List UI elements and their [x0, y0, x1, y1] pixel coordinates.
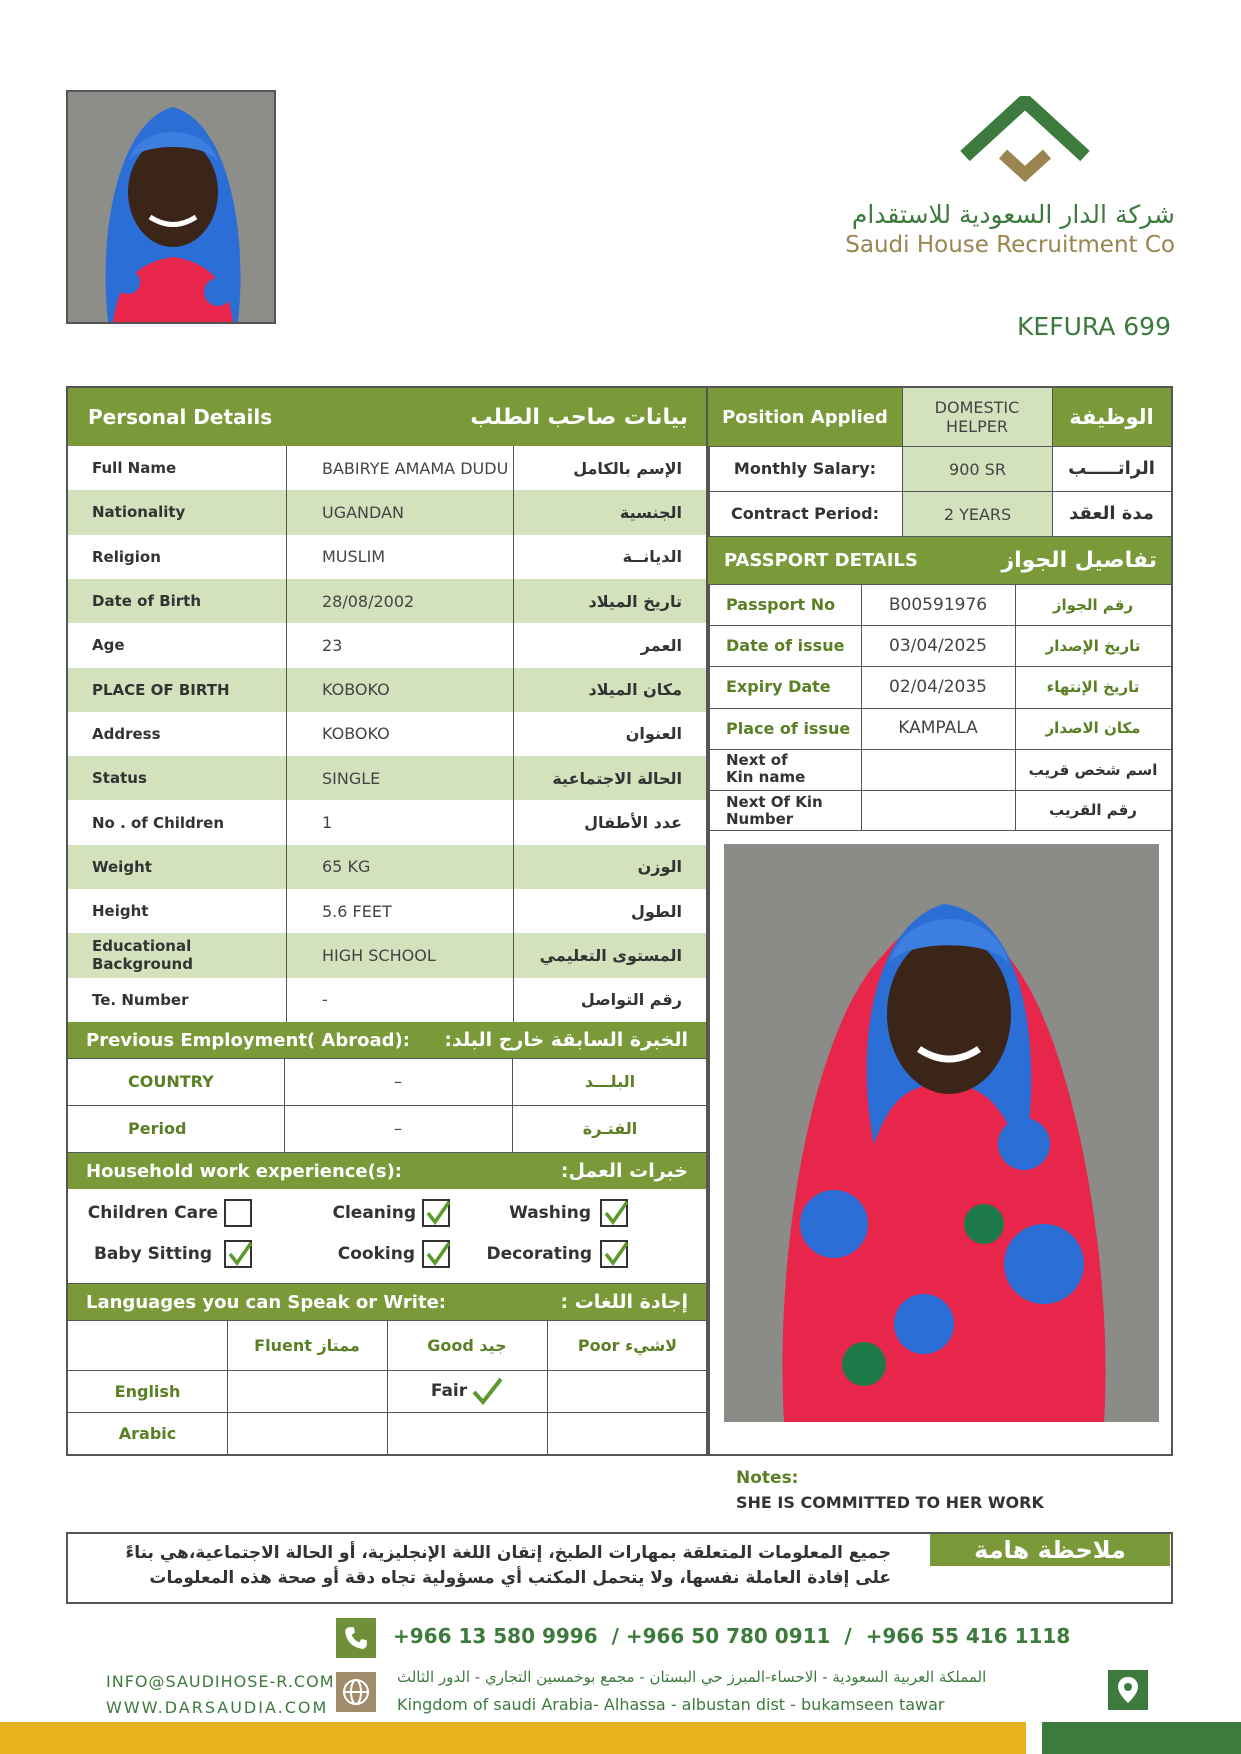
checkmark-icon: [471, 1376, 503, 1406]
skill-checkbox[interactable]: [600, 1199, 628, 1227]
row-label-ar: الحالة الاجتماعية: [552, 768, 682, 788]
personal-title-ar: بيانات صاحب الطلب: [470, 404, 688, 430]
kin-number-label: [726, 794, 823, 828]
kin-number-line1: Next Of Kin: [726, 793, 823, 811]
row-value: SINGLE: [322, 768, 381, 788]
location-pin-icon: [1108, 1670, 1148, 1710]
employment-title-en: Previous Employment( Abroad):: [86, 1029, 410, 1051]
row-label: Date of Birth: [92, 592, 202, 611]
passport-label: Expiry Date: [726, 677, 831, 697]
english-label: English: [114, 1381, 181, 1401]
passport-value: KAMPALA: [898, 718, 978, 739]
row-label: Religion: [92, 547, 161, 566]
row-label-ar: العمر: [640, 635, 682, 655]
company-logo: [955, 96, 1095, 186]
skill-label: Washing: [509, 1203, 591, 1223]
notes-text: SHE IS COMMITTED TO HER WORK: [736, 1493, 1044, 1512]
passport-value: B00591976: [888, 594, 988, 615]
passport-label: Passport No: [726, 595, 836, 615]
row-label-ar: العنوان: [625, 724, 682, 744]
period-ar: الفتـرة: [582, 1119, 638, 1138]
row-label-ar: تاريخ الميلاد: [588, 591, 682, 611]
english-level: Fair: [430, 1381, 468, 1401]
kin-name-line1: Next of: [726, 751, 788, 769]
row-label-ar: عدد الأطفال: [584, 813, 682, 833]
row-label: Address: [92, 724, 161, 743]
checkmark-icon: [425, 1199, 451, 1227]
skill-label: Children Care: [87, 1203, 218, 1223]
household-title-ar: خبرات العمل:: [560, 1160, 688, 1182]
english-fair-cell: [387, 1370, 547, 1412]
important-title: ملاحظة هامة: [930, 1534, 1170, 1566]
passport-value: 02/04/2035: [889, 676, 987, 697]
position-ar: الوظيفة: [1052, 388, 1171, 446]
household-title-en: Household work experience(s):: [86, 1160, 403, 1182]
salary-label: Monthly Salary:: [733, 459, 877, 478]
checkmark-icon: [227, 1240, 253, 1268]
contract-label: Contract Period:: [731, 504, 879, 523]
row-label: No . of Children: [92, 813, 225, 832]
phone-numbers: +966 13 580 9996 / +966 50 780 0911 / +966 55 416 1118: [393, 1624, 1071, 1648]
row-value: 28/08/2002: [322, 591, 415, 611]
contract-ar: مدة العقد: [1069, 503, 1154, 524]
company-name-ar: شركة الدار السعودية للاستقدام: [851, 200, 1175, 229]
skill-label: Baby Sitting: [93, 1244, 212, 1264]
skill-checkbox[interactable]: [422, 1199, 450, 1227]
row-label: Nationality: [92, 503, 186, 522]
row-label: PLACE OF BIRTH: [92, 680, 230, 699]
arabic-label: Arabic: [118, 1423, 177, 1443]
row-value: 65 KG: [322, 857, 371, 877]
passport-value: 03/04/2025: [889, 635, 987, 656]
kin-name-line2: Kin name: [726, 768, 806, 786]
footer-bar-gold: [0, 1722, 1026, 1754]
row-value: UGANDAN: [322, 502, 404, 522]
portrait-full-image: [724, 844, 1159, 1422]
household-header: [68, 1153, 708, 1189]
reference-code: KEFURA 699: [1017, 312, 1171, 341]
row-value: -: [322, 990, 328, 1010]
languages-title-en: Languages you can Speak or Write:: [86, 1291, 446, 1313]
skill-label: Decorating: [486, 1244, 592, 1264]
row-value: BABIRYE AMAMA DUDU: [322, 458, 509, 478]
small-photo: [66, 90, 276, 324]
globe-icon: [336, 1672, 376, 1712]
footer-bar-green: [1042, 1722, 1241, 1754]
row-value: KOBOKO: [322, 680, 390, 700]
address-en: Kingdom of saudi Arabia- Alhassa - albustan dist - bukamseen tawar: [397, 1695, 945, 1714]
full-photo: [724, 844, 1159, 1422]
skill-checkbox[interactable]: [422, 1240, 450, 1268]
row-label: Age: [92, 636, 125, 655]
row-label-ar: مكان الميلاد: [588, 680, 682, 700]
row-label: Te. Number: [92, 990, 189, 1009]
fluent-header: Fluent ممتاز: [254, 1335, 360, 1355]
skill-checkbox[interactable]: [224, 1240, 252, 1268]
checkmark-icon: [603, 1240, 629, 1268]
website: WWW.DARSAUDIA.COM: [106, 1698, 329, 1717]
employment-title-ar: الخبرة السابقة خارج البلد:: [444, 1029, 688, 1051]
skill-checkbox[interactable]: [224, 1199, 252, 1227]
country-label: COUNTRY: [128, 1072, 214, 1091]
row-value: 1: [322, 813, 333, 833]
period-value: –: [394, 1119, 402, 1138]
employment-header: [68, 1022, 708, 1058]
passport-header: [708, 537, 1171, 584]
checkmark-icon: [425, 1240, 451, 1268]
row-label: Weight: [92, 857, 152, 876]
row-value: HIGH SCHOOL: [322, 945, 436, 965]
country-ar: البلـــد: [584, 1072, 636, 1091]
position-label: Position Applied: [708, 388, 902, 446]
skill-label: Cooking: [337, 1244, 415, 1264]
kin-number-ar: رقم القريب: [1049, 801, 1137, 819]
period-label: Period: [128, 1119, 187, 1138]
passport-title-en: PASSPORT DETAILS: [724, 550, 918, 571]
address-ar: المملكة العربية السعودية - الاحساء-المبرز حي البستان - مجمع بوخمسين التجاري - الدور الثالث: [397, 1668, 987, 1686]
row-label: Educational Background: [92, 937, 193, 974]
kin-number-line2: Number: [726, 810, 794, 828]
row-label-ar: الطول: [631, 901, 682, 921]
personal-details-header: [68, 388, 708, 446]
passport-label-ar: تاريخ الإنتهاء: [1046, 677, 1140, 696]
country-value: –: [394, 1072, 402, 1091]
position-value: [902, 388, 1052, 446]
email: INFO@SAUDIHOSE-R.COM: [106, 1672, 335, 1691]
important-line1: جميع المعلومات المتعلقة بمهارات الطبخ، إتقان اللغة الإنجليزية، أو الحالة الاجتماعية،هي بناءً: [125, 1543, 891, 1563]
phone-icon: [336, 1618, 376, 1658]
row-value: MUSLIM: [322, 547, 386, 567]
salary-ar: الراتـــــب: [1068, 458, 1155, 479]
passport-label-ar: مكان الاصدار: [1045, 719, 1141, 738]
kin-name-ar: اسم شخص قريب: [1028, 761, 1158, 779]
row-label: Status: [92, 769, 147, 788]
skill-checkbox[interactable]: [600, 1240, 628, 1268]
skill-label: Cleaning: [332, 1203, 416, 1223]
passport-label: Date of issue: [726, 636, 845, 656]
passport-label-ar: تاريخ الإصدار: [1045, 636, 1141, 655]
passport-label-ar: رقم الجواز: [1052, 595, 1134, 614]
row-label-ar: الديانــة: [622, 547, 682, 567]
passport-label: Place of issue: [726, 718, 851, 738]
poor-header: Poor لاشيء: [577, 1335, 678, 1355]
row-label-ar: رقم التواصل: [580, 990, 682, 1010]
important-line2: على إفادة العاملة نفسها، ولا يتحمل المكتب أي مسؤولية تجاه دقة أو صحة هذه المعلومات: [149, 1568, 891, 1588]
good-header: Good جيد: [427, 1335, 507, 1355]
portrait-small-image: [68, 92, 274, 322]
company-name-en: Saudi House Recruitment Co: [845, 232, 1175, 258]
row-label-ar: المستوى التعليمي: [539, 945, 682, 965]
languages-header: [68, 1284, 708, 1320]
row-label-ar: الإسم بالكامل: [573, 458, 682, 478]
passport-title-ar: تفاصيل الجواز: [1001, 548, 1157, 573]
personal-title-en: Personal Details: [88, 405, 273, 429]
row-value: 23: [322, 635, 343, 655]
contract-value: 2 YEARS: [903, 492, 1052, 536]
checkmark-icon: [603, 1199, 629, 1227]
position-value-text: DOMESTIC HELPER: [934, 398, 1020, 436]
row-label: Height: [92, 902, 149, 921]
row-value: 5.6 FEET: [322, 901, 392, 921]
row-label-ar: الوزن: [637, 857, 682, 877]
row-label: Full Name: [92, 459, 177, 478]
notes-label: Notes:: [736, 1468, 799, 1488]
salary-value: 900 SR: [903, 447, 1052, 491]
kin-name-label: [726, 752, 805, 786]
row-value: KOBOKO: [322, 724, 390, 744]
languages-title-ar: إجادة اللغات :: [560, 1291, 688, 1313]
row-label-ar: الجنسية: [619, 502, 682, 522]
